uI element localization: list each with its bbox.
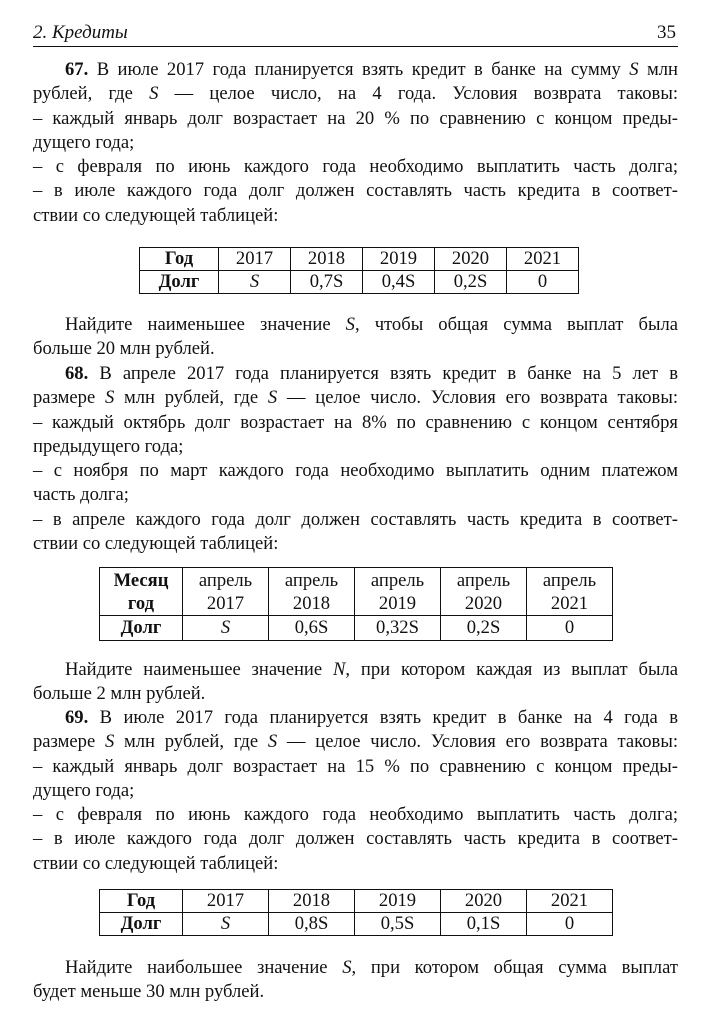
table-cell: 2018 [291, 248, 363, 271]
table-cell: апрель 2017 [183, 568, 269, 616]
table-cell: апрель 2018 [269, 568, 355, 616]
table-cell: 2020 [441, 890, 527, 913]
problem-67-line-4: дущего года; [33, 131, 135, 153]
problem-67-line-7: ствии со следующей таблицей: [33, 204, 279, 226]
problem-67-line-6: – в июле каждого года долг должен составлять часть кредита в соответ- [33, 180, 678, 202]
problem-68-line-6: часть долга; [33, 484, 129, 506]
problem-68-line-8: ствии со следующей таблицей: [33, 533, 279, 555]
problem-69-line-4: дущего года; [33, 779, 135, 801]
problem-68-line-3: – каждый октябрь долг возрастает на 8% по сравнению с концом сентября [33, 411, 678, 433]
section-title: 2. Кредиты [33, 22, 128, 43]
problem-69-table [99, 889, 613, 936]
problem-69-line-2: размере S млн рублей, где S — целое число. Условия его возврата таковы: [33, 731, 678, 753]
table-header-year: Год [100, 890, 183, 913]
table-cell: 0,5S [355, 913, 441, 936]
table-cell: 0 [527, 913, 613, 936]
problem-69-question: Найдите наибольшее значение S, при котором общая сумма выплат будет меньше 30 млн рублей. [33, 957, 678, 1003]
page-header [33, 18, 678, 47]
problem-69-line-5: – с февраля по июнь каждого года необходимо выплатить часть долга; [33, 804, 678, 826]
problem-number-69: 69. [65, 707, 89, 728]
table-cell: 0 [527, 616, 613, 641]
problem-67-question: Найдите наименьшее значение S, чтобы общая сумма выплат была больше 20 млн рублей. [33, 314, 678, 360]
table-cell: 0,6S [269, 616, 355, 641]
table-cell: 0,4S [363, 271, 435, 294]
problem-67 [33, 58, 678, 228]
page-number: 35 [657, 22, 676, 43]
table-cell: S [183, 616, 269, 641]
problem-68-line-4: предыдущего года; [33, 435, 184, 457]
problem-67-line-5: – с февраля по июнь каждого года необходимо выплатить часть долга; [33, 156, 678, 178]
table-cell: 0,2S [441, 616, 527, 641]
problem-68-question: Найдите наименьшее значение N, при котором каждая из выплат была больше 2 млн рублей. [33, 659, 678, 705]
table-cell: 2021 [507, 248, 579, 271]
problem-68 [33, 362, 678, 556]
problem-69 [33, 706, 678, 876]
problem-69-line-7: ствии со следующей таблицей: [33, 852, 279, 874]
problem-69-line-6: – в июле каждого года долг должен составлять часть кредита в соответ- [33, 828, 678, 850]
table-header-debt: Долг [100, 616, 183, 641]
table-cell: 0,8S [269, 913, 355, 936]
table-cell: S [219, 271, 291, 294]
table-cell: 0,7S [291, 271, 363, 294]
table-header-debt: Долг [100, 913, 183, 936]
table-cell: 0 [507, 271, 579, 294]
problem-68-line-7: – в апреле каждого года долг должен составлять часть кредита в соответ- [33, 508, 678, 530]
table-cell: 0,2S [435, 271, 507, 294]
problem-number-67: 67. [65, 59, 89, 80]
table-cell: 0,32S [355, 616, 441, 641]
table-cell: 2018 [269, 890, 355, 913]
table-cell: 2021 [527, 890, 613, 913]
problem-69-line-3: – каждый январь долг возрастает на 15 % по сравнению с концом преды- [33, 755, 678, 777]
table-cell: 0,1S [441, 913, 527, 936]
table-cell: 2020 [435, 248, 507, 271]
table-cell: 2019 [363, 248, 435, 271]
table-cell: 2017 [183, 890, 269, 913]
table-header-debt: Долг [140, 271, 219, 294]
table-cell: S [183, 913, 269, 936]
table-header-month-year: Месяц год [100, 568, 183, 616]
problem-69-line-1: 69. В июле 2017 года планируется взять кредит в банке на 4 года в [65, 707, 678, 728]
table-cell: апрель 2021 [527, 568, 613, 616]
problem-67-line-2: рублей, где S — целое число, на 4 года. Условия возврата таковы: [33, 83, 678, 105]
problem-68-line-2: размере S млн рублей, где S — целое число. Условия его возврата таковы: [33, 387, 678, 409]
problem-67-line-3: – каждый январь долг возрастает на 20 % по сравнению с концом преды- [33, 107, 678, 129]
problem-67-line-1: 67. В июле 2017 года планируется взять кредит в банке на сумму S млн [65, 59, 678, 80]
table-cell: 2017 [219, 248, 291, 271]
problem-68-line-5: – с ноября по март каждого года необходимо выплатить одним платежом [33, 460, 678, 482]
table-header-year: Год [140, 248, 219, 271]
problem-68-table [99, 567, 613, 641]
table-cell: 2019 [355, 890, 441, 913]
problem-number-68: 68. [65, 363, 89, 384]
problem-67-table [139, 247, 579, 294]
table-cell: апрель 2020 [441, 568, 527, 616]
table-cell: апрель 2019 [355, 568, 441, 616]
problem-68-line-1: 68. В апреле 2017 года планируется взять кредит в банке на 5 лет в [65, 363, 678, 384]
